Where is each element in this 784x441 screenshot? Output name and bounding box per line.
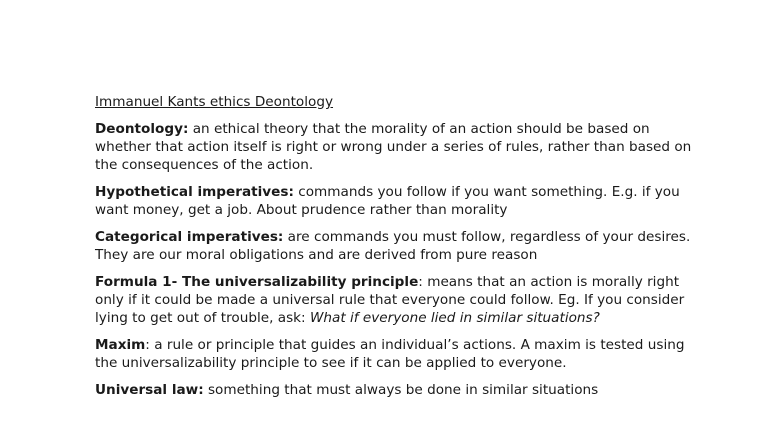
definition-formula-1: : means that an action is morally right only if it could be made a universal rule that everyone could follow. Eg. If you consider lying to get out of trouble, ask:	[95, 274, 685, 326]
term-maxim: Maxim	[95, 337, 146, 353]
definition-hypothetical-imperatives: commands you follow if you want something. E.g. if you want money, get a job. About prudence rather than morality	[95, 184, 680, 218]
term-universal-law: Universal law:	[95, 382, 204, 398]
term-formula-1: Formula 1- The universalizability principle	[95, 274, 419, 290]
definition-maxim: : a rule or principle that guides an individual’s actions. A maxim is tested using the universalizability principle to see if it can be applied to everyone.	[95, 337, 685, 371]
formula-1-example-question: What if everyone lied in similar situations?	[309, 310, 600, 326]
paragraph-hypothetical-imperatives	[95, 183, 695, 219]
definition-deontology: an ethical theory that the morality of an action should be based on whether that action itself is right or wrong under a series of rules, rather than based on the consequences of the action.	[95, 121, 692, 173]
term-deontology: Deontology:	[95, 121, 189, 137]
document-title: Immanuel Kants ethics Deontology	[95, 94, 334, 110]
term-categorical-imperatives: Categorical imperatives:	[95, 229, 284, 245]
document-body	[95, 93, 695, 408]
paragraph-formula-1	[95, 273, 695, 327]
paragraph-universal-law	[95, 381, 695, 399]
definition-categorical-imperatives: are commands you must follow, regardless of your desires. They are our moral obligations and are derived from pure reason	[95, 229, 691, 263]
definition-universal-law: something that must always be done in similar situations	[203, 382, 599, 398]
paragraph-deontology	[95, 120, 695, 174]
paragraph-maxim	[95, 336, 695, 372]
paragraph-categorical-imperatives	[95, 228, 695, 264]
term-hypothetical-imperatives: Hypothetical imperatives:	[95, 184, 294, 200]
